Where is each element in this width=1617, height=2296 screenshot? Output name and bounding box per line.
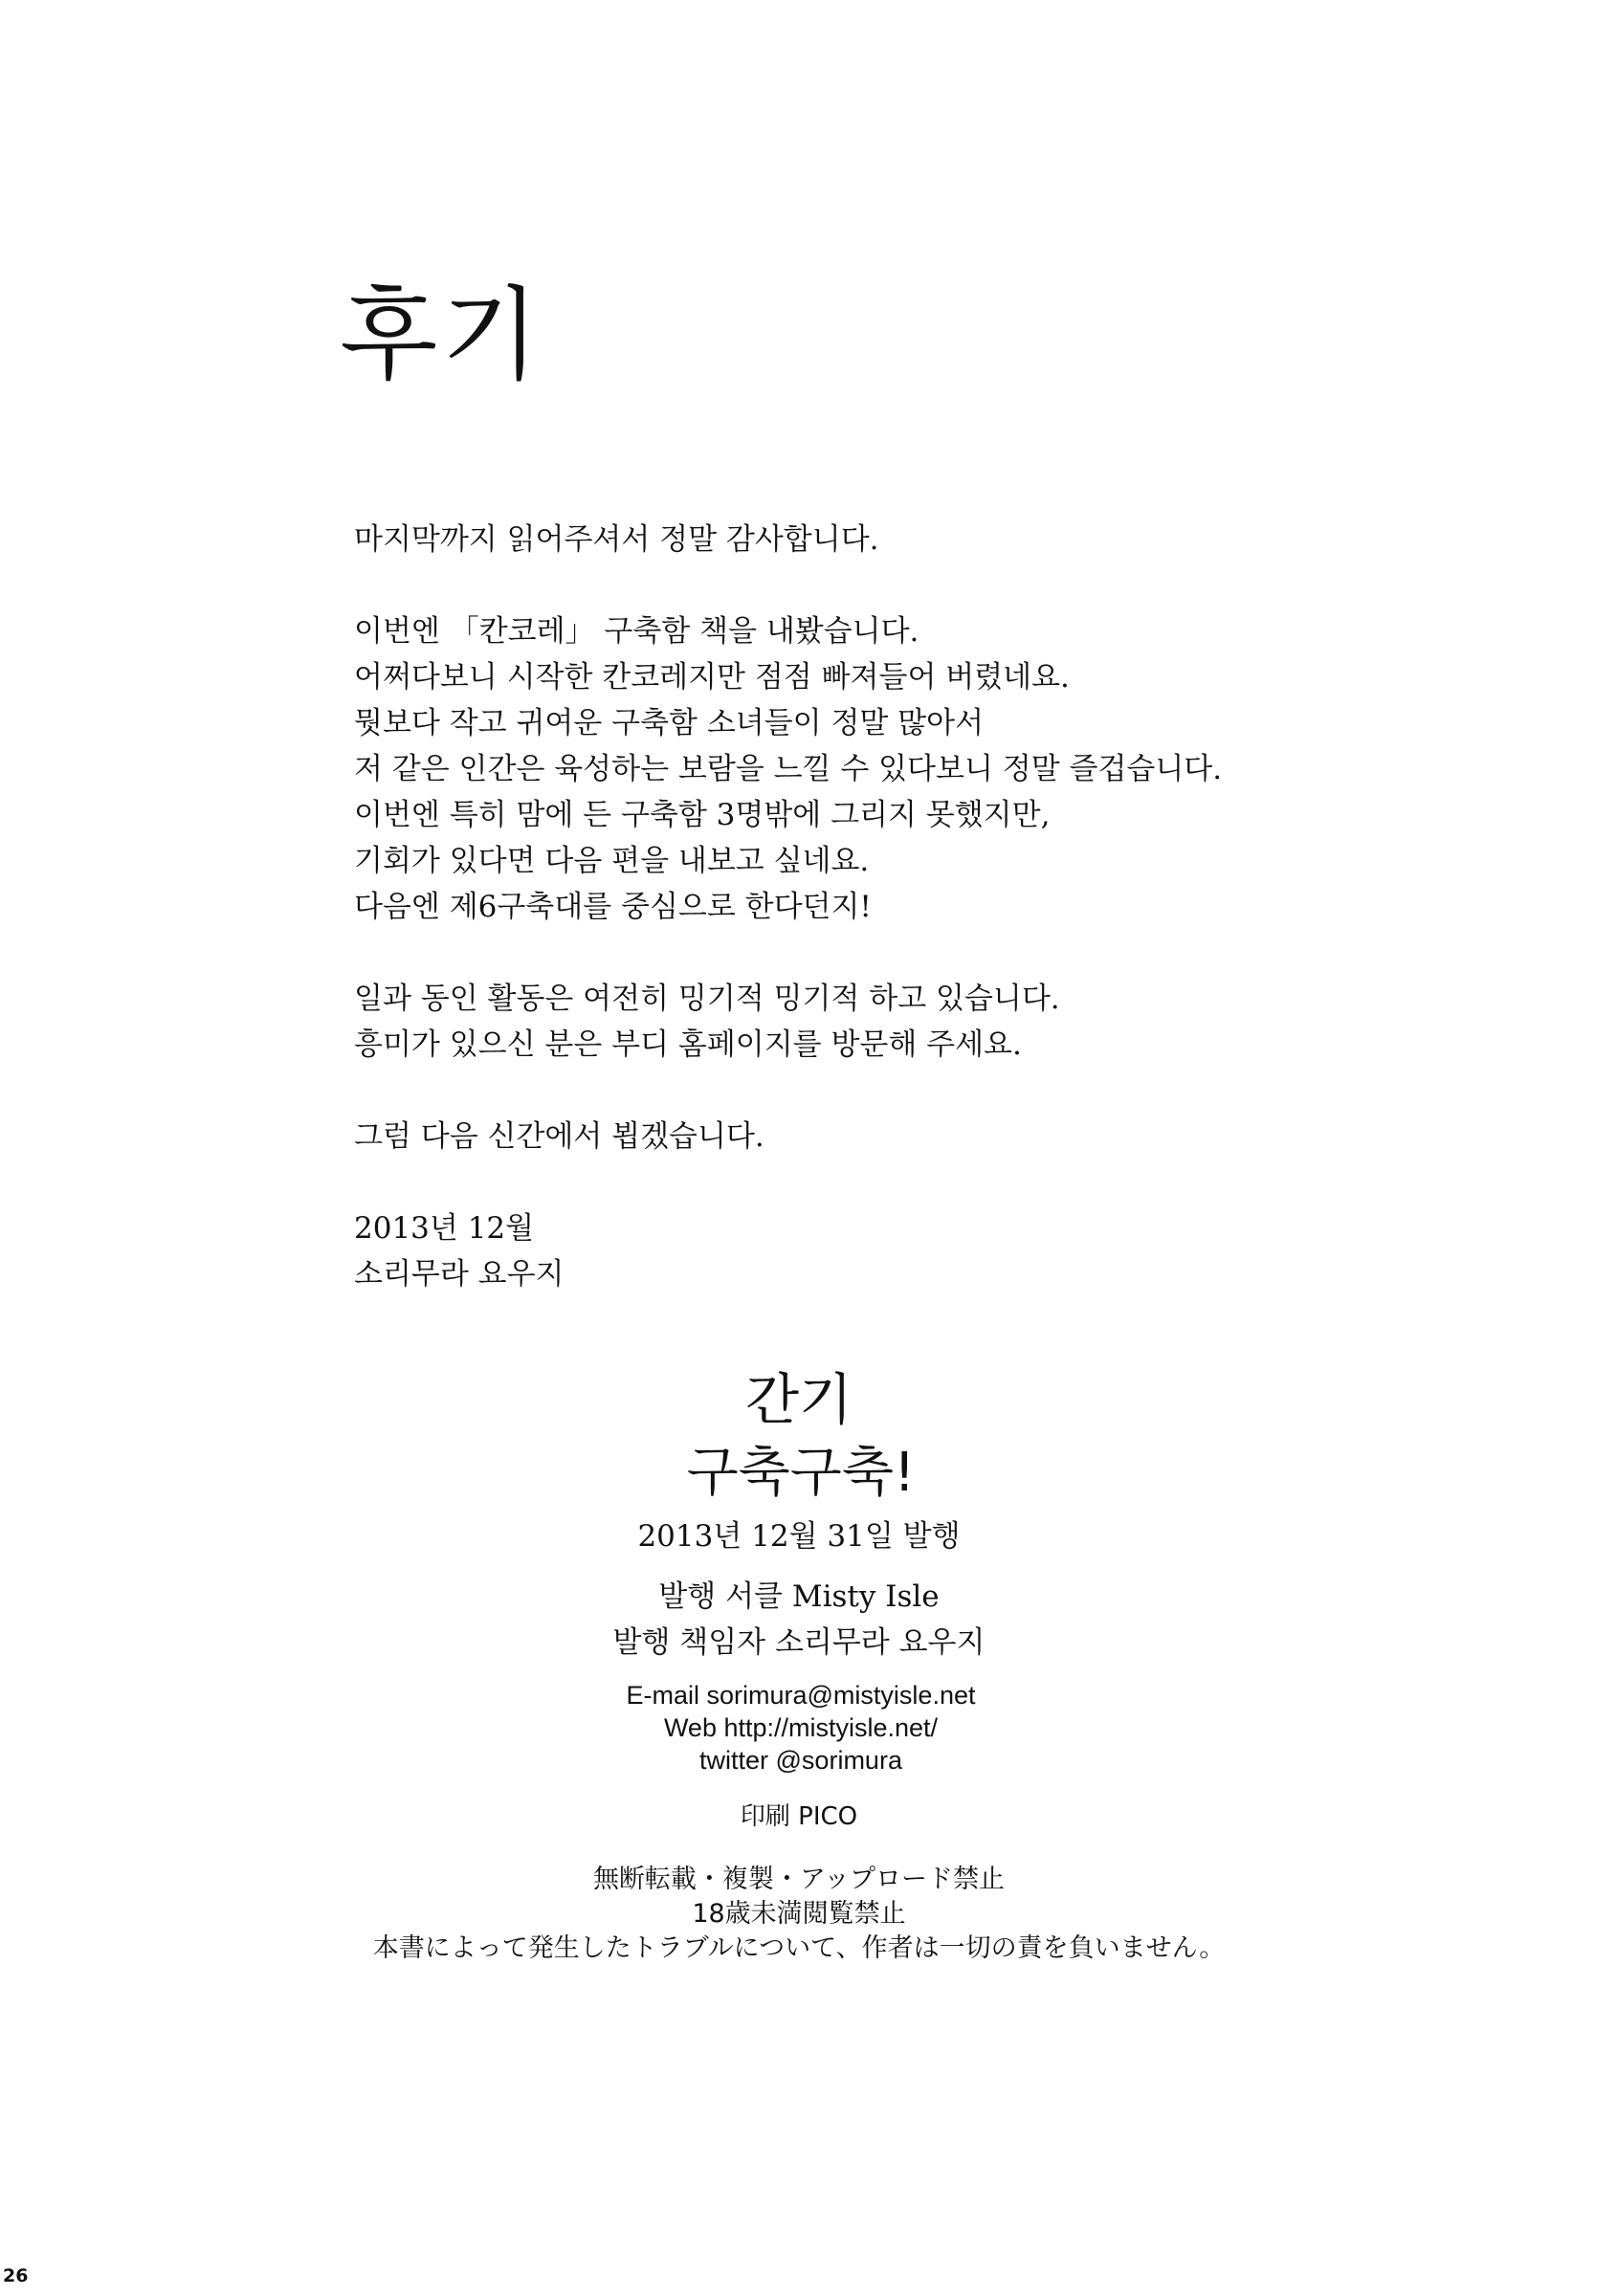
afterword-line: 그럼 다음 신간에서 뵙겠습니다. <box>354 1119 764 1154</box>
page-number: 26 <box>3 2265 29 2286</box>
afterword-body <box>354 517 1311 1343</box>
afterword-line: 일과 동인 활동은 여전히 밍기적 밍기적 하고 있습니다. <box>354 982 1060 1016</box>
afterword-line: 마지막까지 읽어주셔서 정말 감사합니다. <box>354 522 879 557</box>
afterword-line: 다음엔 제6구축대를 중심으로 한다던지! <box>354 890 872 924</box>
printer-info: 印刷 PICO <box>740 1802 858 1831</box>
afterword-heading: 후기 <box>340 276 543 394</box>
contact-twitter: twitter @sorimura <box>699 1746 902 1775</box>
afterword-line: 어쩌다보니 시작한 칸코레지만 점점 빠져들어 버렸네요. <box>354 660 1070 695</box>
notice-line: 本書によって発生したトラブルについて、作者は一切の責を負いません。 <box>372 1933 1226 1963</box>
afterword-line: 뭣보다 작고 귀여운 구축함 소녀들이 정말 많아서 <box>354 706 985 740</box>
afterword-line: 저 같은 인간은 육성하는 보람을 느낄 수 있다보니 정말 즐겁습니다. <box>354 752 1223 786</box>
contact-email: E-mail sorimura@mistyisle.net <box>626 1681 976 1710</box>
publisher-responsible: 발행 책임자 소리무라 요우지 <box>612 1625 986 1660</box>
afterword-author: 소리무라 요우지 <box>354 1257 565 1292</box>
contact-info <box>0 1679 1609 1777</box>
publication-date: 2013년 12월 31일 발행 <box>637 1519 961 1554</box>
colophon <box>0 1363 1617 1966</box>
notice-line: 18歳未満閲覧禁止 <box>692 1899 906 1929</box>
afterword-line: 흥미가 있으신 분은 부디 홈페이지를 방문해 주세요. <box>354 1027 1022 1062</box>
afterword-signature <box>354 1205 1311 1297</box>
afterword-paragraph <box>354 517 1311 563</box>
colophon-title: 간기 <box>744 1367 853 1432</box>
notice-line: 無断転載・複製・アップロード禁止 <box>592 1865 1006 1894</box>
afterword-paragraph <box>354 1114 1311 1159</box>
afterword-paragraph <box>354 976 1311 1068</box>
afterword-date: 2013년 12월 <box>354 1211 535 1246</box>
legal-notice <box>0 1863 1607 1966</box>
publisher-circle: 발행 서클 Misty Isle <box>658 1579 940 1614</box>
contact-web: Web http://mistyisle.net/ <box>663 1713 939 1742</box>
book-title: 구축구축! <box>686 1442 916 1504</box>
afterword-line: 기회가 있다면 다음 편을 내보고 싶네요. <box>354 844 870 878</box>
afterword-line: 이번엔 특히 맘에 든 구축함 3명밖에 그리지 못했지만, <box>354 798 1051 832</box>
afterword-line: 이번엔 「칸코레」 구축함 책을 내봤습니다. <box>354 614 919 649</box>
publisher-info <box>0 1574 1607 1666</box>
afterword-paragraph <box>354 608 1311 930</box>
